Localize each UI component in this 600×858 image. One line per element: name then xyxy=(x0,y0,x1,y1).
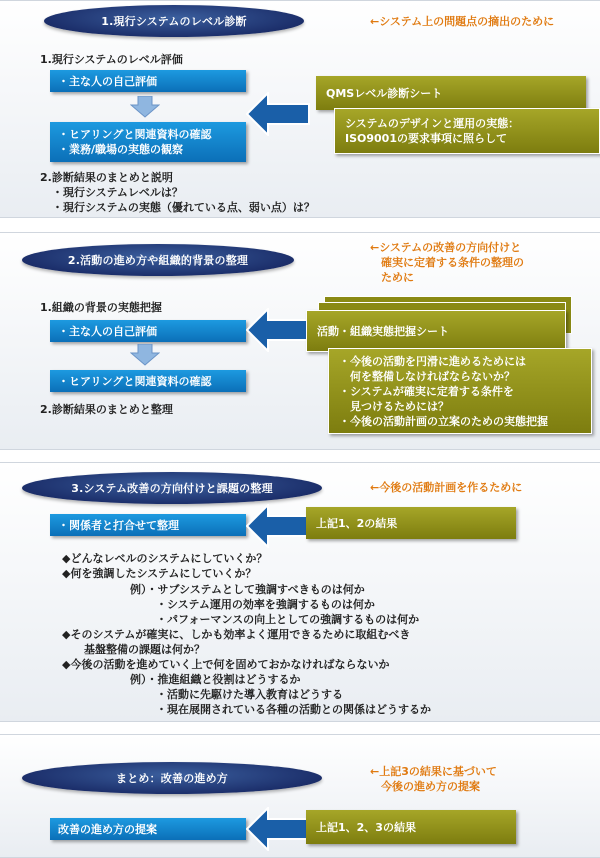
section-1-box-self-eval: ・主な人の自己評価 xyxy=(50,70,246,92)
section-2-heading-2: 2.診断結果のまとめと整理 xyxy=(40,403,173,416)
section-3-note: ←今後の活動計画を作るために xyxy=(370,481,523,494)
section-2-title: 2.活動の進め方や組織的背景の整理 xyxy=(22,244,294,276)
section-1-heading-1: 1.現行システムのレベル評価 xyxy=(40,53,183,66)
section-4-note: ←上記3の結果に基づいて 今後の進め方の提案 xyxy=(370,765,497,793)
section-4-box-proposal: 改善の進め方の提案 xyxy=(50,818,246,840)
section-2-box-hearing: ・ヒアリングと関連資料の確認 xyxy=(50,370,246,392)
section-3-line: ・システム運用の効率を強調するものは何か xyxy=(156,598,375,611)
section-1-bullet-2: ・現行システムの実態（優れている点、弱い点）は？ xyxy=(52,201,315,214)
section-3-line: ◆どんなレベルのシステムにしていくか？ xyxy=(62,552,268,565)
left-arrow-icon xyxy=(246,92,310,136)
section-3-result-box: 上記1、2の結果 xyxy=(306,507,516,539)
section-3-title: 3.システム改善の方向付けと課題の整理 xyxy=(22,472,322,504)
section-1-note: ←システム上の問題点の摘出のために xyxy=(370,15,555,28)
section-2-heading-1: 1.組織の背景の実態把握 xyxy=(40,301,162,314)
section-1-qms-sheet-title: QMSレベル診断シート xyxy=(316,76,586,110)
left-arrow-icon xyxy=(246,308,310,352)
down-arrow-icon xyxy=(130,344,160,366)
section-3-line: 例）・サブシステムとして強調すべきものは何か xyxy=(130,583,365,596)
section-4-title: まとめ：改善の進め方 xyxy=(22,762,322,794)
down-arrow-icon xyxy=(130,96,160,118)
section-1-heading-2: 2.診断結果のまとめと説明 xyxy=(40,171,173,184)
section-1-title: 1.現行システムのレベル診断 xyxy=(44,5,304,37)
section-3-line: ◆今後の活動を進めていく上で何を固めておかなければならないか xyxy=(62,658,390,671)
section-2-sheet-body: ・今後の活動を円滑に進めるためには 何を整備しなければならないか？ ・システムが確実に定着する条件を 見つけるためには？ ・今後の活動計画の立案のための実態把握 xyxy=(328,348,592,434)
left-arrow-icon xyxy=(246,807,310,851)
section-3-line: 例）・推進組織と役割はどうするか xyxy=(130,673,301,686)
section-1-box-hearing: ・ヒアリングと関連資料の確認 ・業務/職場の実態の観察 xyxy=(50,122,246,162)
section-1-bullet-1: ・現行システムレベルは？ xyxy=(52,186,183,199)
section-3-line: ・活動に先駆けた導入教育はどうする xyxy=(156,688,343,701)
left-arrow-icon xyxy=(246,504,310,548)
section-3-line: 基盤整備の課題は何か？ xyxy=(84,643,205,656)
section-1-qms-sheet-body: システムのデザインと運用の実態： ISO9001の要求事項に照らして xyxy=(334,108,600,154)
section-2-note: ←システムの改善の方向付けと 確実に定着する条件の整理の ために xyxy=(370,241,524,284)
section-2-box-self-eval: ・主な人の自己評価 xyxy=(50,320,246,342)
section-3-box-meeting: ・関係者と打合せて整理 xyxy=(50,514,246,536)
section-3-line: ◆そのシステムが確実に、しかも効率よく運用できるために取組むべき xyxy=(62,628,411,641)
section-3-line: ・現在展開されている各種の活動との関係はどうするか xyxy=(156,703,431,716)
section-2-sheet-title: 活動・組織実態把握シート xyxy=(306,310,566,352)
section-3-line: ・パフォーマンスの向上としての強調するものは何か xyxy=(156,613,420,626)
section-3-line: ◆何を強調したシステムにしていくか？ xyxy=(62,567,257,580)
section-4-result-box: 上記1、2、3の結果 xyxy=(306,810,516,844)
